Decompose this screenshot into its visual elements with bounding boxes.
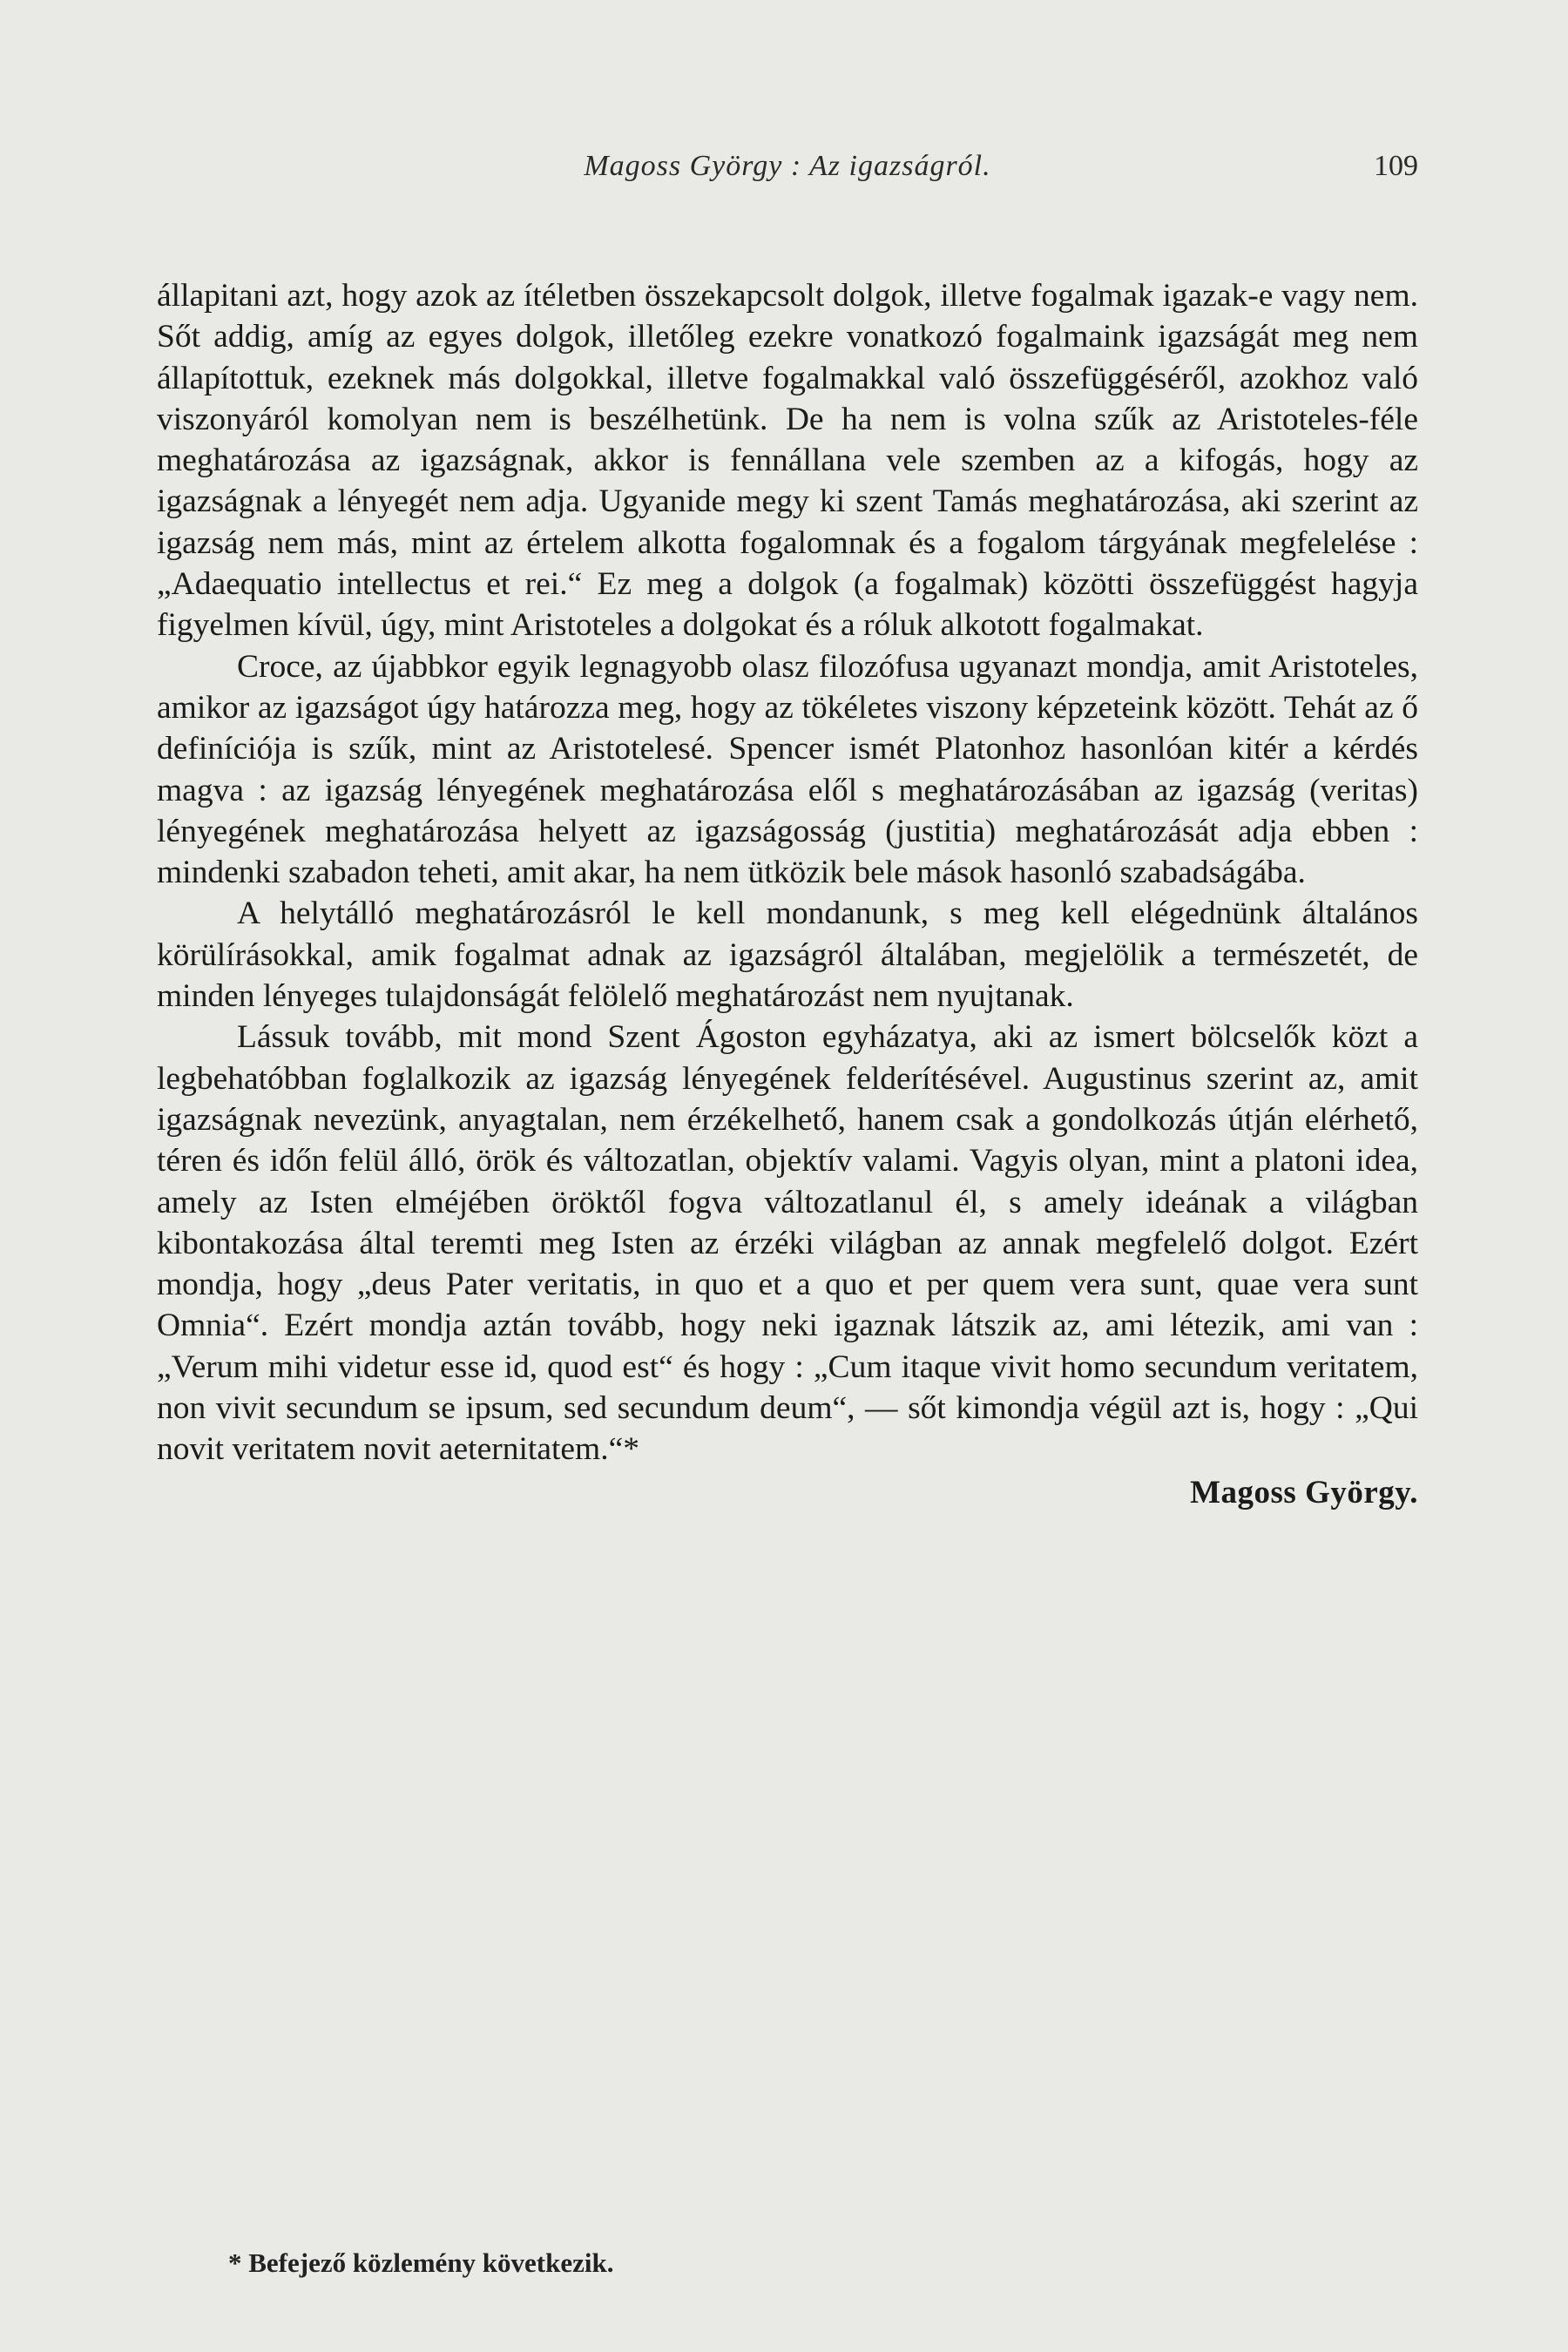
running-header	[157, 150, 1418, 193]
author-signature: Magoss György.	[1190, 1474, 1418, 1511]
paragraph: A helytálló meghatározásról le kell mondanunk, s meg kell elégednünk általános körülírásokkal, amik fogalmat adnak az igazságról általában, megjelölik a természetét, de minden lényeges tulajdonságát felölelő meghatározást nem nyujtanak.	[157, 896, 1418, 1015]
running-title: Magoss György : Az igazságról.	[584, 150, 991, 182]
footnote: * Befejező közlemény következik.	[228, 2247, 614, 2278]
paragraph: állapitani azt, hogy azok az ítéletben összekapcsolt dolgok, illetve fogalmak igazak-e vagy nem. Sőt addig, amíg az egyes dolgok, illetőleg ezekre vonatkozó fogalmaink igazságát meg nem állapítottuk, ezeknek más dolgokkal, illetve fogalmakkal való összefüggéséről, azokhoz való viszonyáról komolyan nem is beszélhetünk. De ha nem is volna szűk az Aristoteles-féle meghatározása az igazságnak, akkor is fennállana vele szemben az a kifogás, hogy az igazságnak a lényegét nem adja. Ugyanide megy ki szent Tamás meghatározása, aki szerint az igazság nem más, mint az értelem alkotta fogalomnak és a fogalom tárgyának megfelelése : „Adaequatio intellectus et rei.“ Ez meg a dolgok (a fogalmak) közötti összefüggést hagyja figyelmen kívül, úgy, mint Aristoteles a dolgokat és a róluk alkotott fogalmakat.	[157, 278, 1418, 644]
page-number: 109	[1374, 150, 1418, 182]
paragraph: Croce, az újabbkor egyik legnagyobb olasz filozófusa ugyanazt mondja, amit Aristoteles, amikor az igazságot úgy határozza meg, hogy az tökéletes viszony képzeteink között. Tehát az ő definíciója is szűk, mint az Aristotelesé. Spencer ismét Platonhoz hasonlóan kitér a kérdés magva : az igazság lényegének meghatározása elől s meghatározásában az igazság (veritas) lényegének meghatározása helyett az igazságosság (justitia) meghatározását adja ebben : mindenki szabadon teheti, amit akar, ha nem ütközik bele mások hasonló szabadságába.	[157, 648, 1418, 891]
article-body	[157, 275, 1418, 1513]
paragraph: Lássuk tovább, mit mond Szent Ágoston egyházatya, aki az ismert bölcselők közt a legbehatóbban foglalkozik az igazság lényegének felderítésével. Augustinus szerint az, amit igazságnak nevezünk, anyagtalan, nem érzékelhető, hanem csak a gondolkozás útján elérhető, téren és időn felül álló, örök és változatlan, objektív valami. Vagyis olyan, mint a platoni idea, amely az Isten elméjében öröktől fogva változatlanul él, s amely ideának a világban kibontakozása által teremti meg Isten az érzéki világban az annak megfelelő dolgot. Ezért mondja, hogy „deus Pater veritatis, in quo et a quo et per quem vera sunt, quae vera sunt Omnia“. Ezért mondja aztán tovább, hogy neki igaznak látszik az, ami létezik, ami van : „Verum mihi videtur esse id, quod est“ és hogy : „Cum itaque vivit homo secundum veritatem, non vivit secundum se ipsum, sed secundum deum“, — sőt kimondja végül azt is, hogy : „Qui novit veritatem novit aeternitatem.“*	[157, 1019, 1418, 1468]
